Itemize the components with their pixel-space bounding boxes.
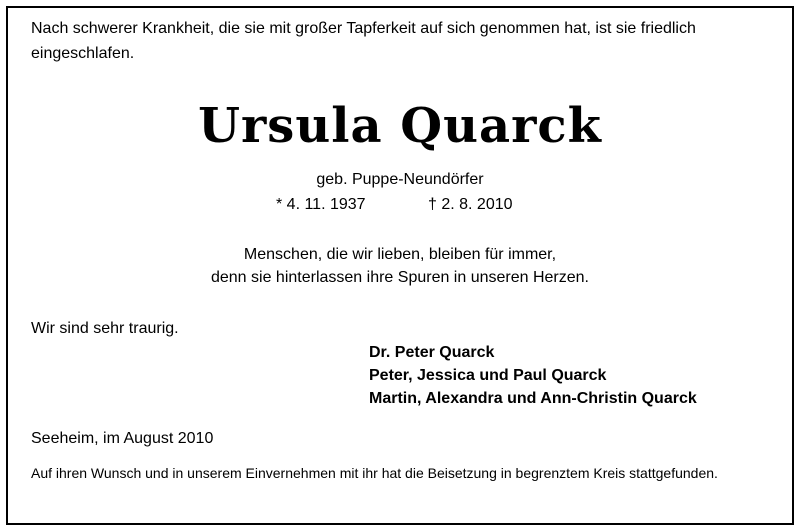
- maiden-name: geb. Puppe-Neundörfer: [316, 171, 484, 188]
- mourner-name: Peter, Jessica und Paul Quarck: [369, 367, 607, 384]
- deceased-name: Ursula Quarck: [198, 98, 602, 154]
- mourning-text: Wir sind sehr traurig.: [31, 320, 179, 337]
- place-date: Seeheim, im August 2010: [31, 430, 214, 447]
- quote-line-1: Menschen, die wir lieben, bleiben für immer,: [243, 246, 557, 263]
- burial-note: Auf ihren Wunsch und in unserem Einvernehmen mit ihr hat die Beisetzung in begrenztem Kreis stattgefunden.: [31, 465, 718, 481]
- quote-line-2: denn sie hinterlassen ihre Spuren in unseren Herzen.: [210, 269, 589, 286]
- intro-text: Nach schwerer Krankheit, die sie mit großer Tapferkeit auf sich genommen hat, ist sie friedlich eingeschlafen.: [31, 20, 696, 62]
- mourner-name: Dr. Peter Quarck: [369, 344, 495, 361]
- mourner-name: Martin, Alexandra und Ann-Christin Quarck: [369, 390, 697, 407]
- death-date: † 2. 8. 2010: [428, 196, 513, 213]
- birth-date: * 4. 11. 1937: [276, 196, 366, 213]
